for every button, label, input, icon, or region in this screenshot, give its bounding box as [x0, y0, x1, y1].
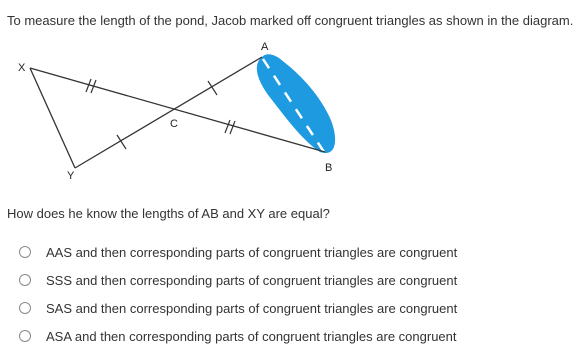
- answer-option-3[interactable]: [19, 294, 457, 322]
- pond-shape: [257, 54, 335, 153]
- segment-ya: [75, 57, 262, 168]
- answer-option-1[interactable]: [19, 238, 457, 266]
- answer-option-2[interactable]: [19, 266, 457, 294]
- radio-button[interactable]: [19, 302, 31, 314]
- label-c: C: [170, 118, 178, 130]
- tick-cb-2: [230, 121, 235, 134]
- radio-button[interactable]: [19, 246, 31, 258]
- answer-option-label: AAS and then corresponding parts of congruent triangles are congruent: [46, 244, 458, 260]
- radio-button[interactable]: [19, 330, 31, 342]
- question-text: How does he know the lengths of AB and XY are equal?: [7, 206, 330, 221]
- answer-option-4[interactable]: [19, 322, 457, 350]
- radio-button[interactable]: [19, 274, 31, 286]
- tick-cb-1: [225, 120, 230, 133]
- answer-option-label: SAS and then corresponding parts of congruent triangles are congruent: [46, 300, 458, 316]
- question-prompt: To measure the length of the pond, Jacob marked off congruent triangles as shown in the diagram.: [7, 13, 574, 28]
- segment-xy: [30, 68, 75, 168]
- answer-option-label: ASA and then corresponding parts of congruent triangles are congruent: [46, 328, 457, 344]
- label-x: X: [18, 62, 26, 74]
- label-b: B: [325, 162, 333, 174]
- label-y: Y: [67, 170, 75, 182]
- label-a: A: [261, 41, 269, 53]
- answer-option-label: SSS and then corresponding parts of congruent triangles are congruent: [46, 272, 458, 288]
- answer-options: [19, 238, 457, 350]
